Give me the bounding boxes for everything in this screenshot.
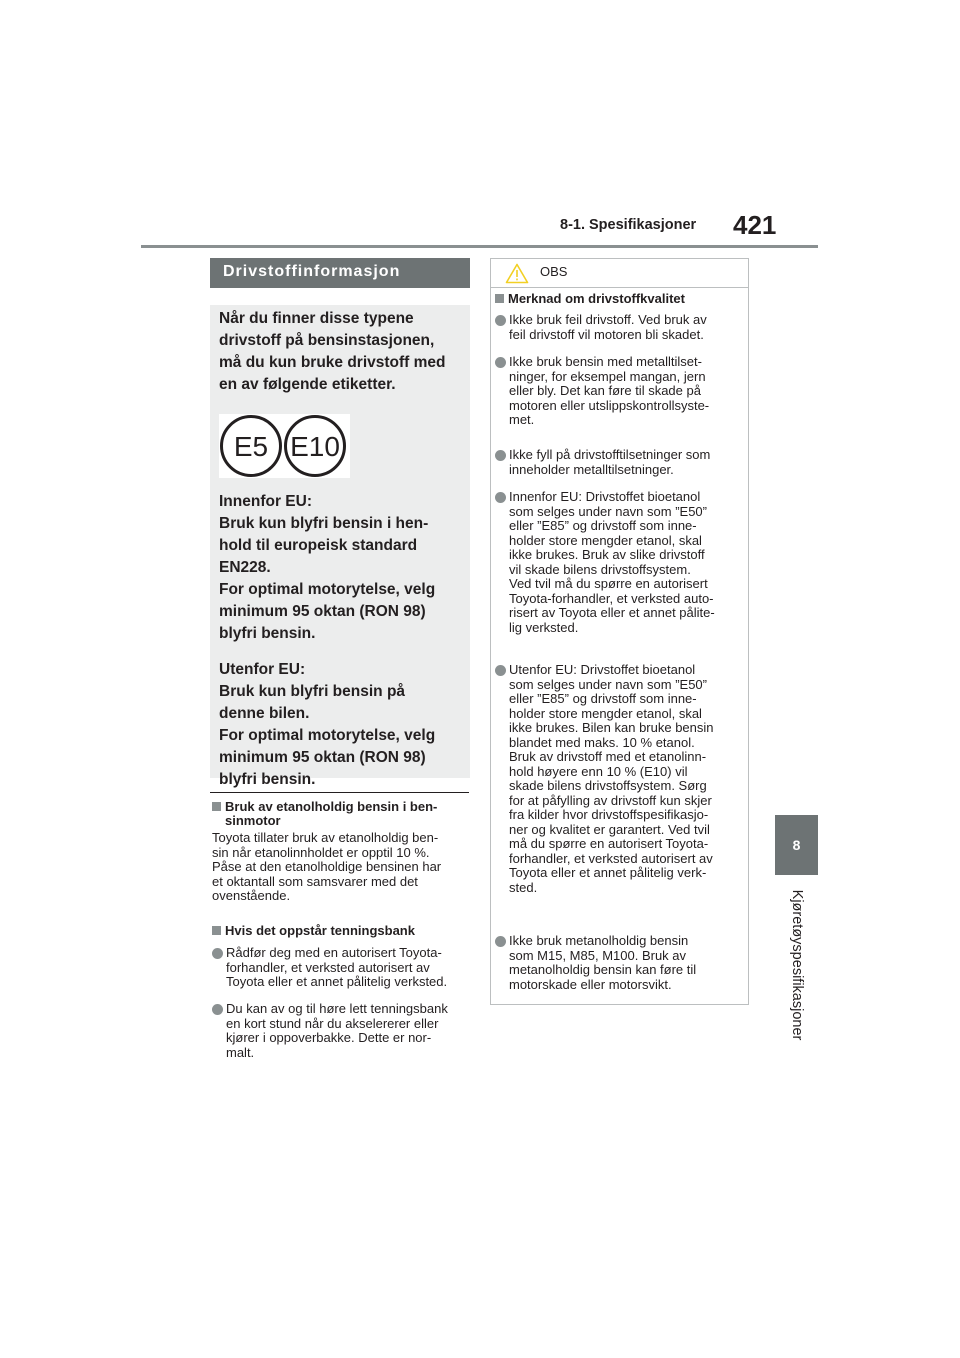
badge-e5: E5	[233, 431, 269, 462]
list-item-line: motoren eller utslippskontrollsyste-	[509, 397, 710, 413]
list-item	[495, 934, 747, 992]
list-item-line: kjører i oppoverbakke. Dette er nor-	[226, 1030, 432, 1045]
ethanol-heading-line: sinmotor	[225, 813, 281, 828]
list-item	[495, 448, 747, 477]
fuel-intro-line: Når du finner disse typene	[219, 310, 414, 327]
chapter-tab[interactable]	[775, 815, 818, 875]
bullet-dot-icon	[495, 357, 506, 368]
list-item-line: Ikke fyll på drivstofftilsetninger som	[509, 447, 711, 462]
list-item-line: Toyota-forhandler, et verksted auto-	[509, 590, 714, 606]
list-item-line: Ikke bruk bensin med metalltilset-	[509, 354, 702, 369]
eu-line: For optimal motorytelse, velg	[219, 581, 436, 598]
knock-heading-text: Hvis det oppstår tenningsbank	[225, 923, 415, 938]
ethanol-body-line: sin når etanolinnholdet er opptil 10 %.	[212, 844, 430, 860]
page-number: 421	[733, 210, 777, 240]
knock-heading	[212, 924, 415, 938]
list-item-line: risert av Toyota eller et annet pålite-	[509, 605, 715, 620]
list-item-line: Du kan av og til høre lett tenningsbank	[226, 1001, 448, 1016]
ethanol-heading-line: Bruk av etanolholdig bensin i ben-	[225, 799, 438, 814]
list-item-line: vil skade bilens drivstoffsystem.	[509, 561, 691, 577]
list-item-line: malt.	[226, 1044, 255, 1060]
eu-block	[219, 491, 460, 645]
ethanol-body-line: ovenstående.	[212, 888, 291, 903]
ethanol-heading	[212, 800, 472, 828]
list-item-line: inneholder metalltilsetninger.	[509, 461, 674, 477]
list-item-line: eller ”E85” og drivstoff som inne-	[509, 518, 697, 533]
list-item-line: Bruk av drivstoff med et etanolinn-	[509, 749, 707, 764]
list-item	[495, 355, 747, 428]
bullet-dot-icon	[495, 315, 506, 326]
non-eu-block	[219, 659, 460, 791]
list-item-line: eller ”E85” og drivstoff som inne-	[509, 691, 697, 706]
fuel-intro	[219, 308, 460, 396]
ethanol-body-line: Toyota tillater bruk av etanolholdig ben-	[212, 830, 439, 845]
list-item-line: ikke brukes. Bilen kan bruke bensin	[509, 720, 714, 735]
fuel-label-badges	[219, 414, 350, 478]
eu-line: minimum 95 oktan (RON 98)	[219, 603, 426, 620]
ethanol-body	[212, 831, 474, 904]
bullet-dot-icon	[495, 450, 506, 461]
list-item-line: metanolholdig bensin kan føre til	[509, 962, 697, 977]
list-item-line: forhandler, et verksted autorisert av	[509, 850, 713, 866]
warning-icon	[505, 263, 529, 284]
list-item-line: som selges under navn som ”E50”	[509, 503, 707, 519]
list-item	[212, 946, 474, 990]
obs-label: OBS	[540, 264, 568, 279]
obs-heading	[495, 292, 685, 306]
non-eu-line: blyfri bensin.	[219, 771, 316, 788]
non-eu-line: For optimal motorytelse, velg	[219, 727, 436, 744]
list-item-line: skade bilens drivstoffsystem. Sørg	[509, 778, 707, 793]
obs-heading-text: Merknad om drivstoffkvalitet	[508, 291, 685, 306]
list-item-line: Toyota eller et annet pålitelig verk-	[509, 865, 707, 880]
bullet-dot-icon	[495, 936, 506, 947]
square-bullet-icon	[212, 926, 221, 935]
list-item-line: ninger, for eksempel mangan, jern	[509, 368, 706, 384]
non-eu-line: denne bilen.	[219, 705, 310, 722]
eu-line: EN228.	[219, 559, 271, 576]
chapter-number: 8	[792, 837, 801, 853]
list-item-line: blandet med maks. 10 % etanol.	[509, 734, 695, 750]
list-item	[212, 1002, 474, 1060]
list-item-line: eller bly. Det kan føre til skade på	[509, 383, 701, 398]
chapter-label	[757, 880, 837, 1050]
list-item-line: som selges under navn som ”E50”	[509, 676, 707, 692]
list-item-line: sted.	[509, 879, 538, 895]
list-item-line: Utenfor EU: Drivstoffet bioetanol	[509, 662, 696, 677]
bullet-dot-icon	[495, 665, 506, 676]
list-item	[495, 313, 747, 342]
fuel-info-heading: Drivstoffinformasjon	[210, 258, 470, 288]
eu-line: Innenfor EU:	[219, 493, 312, 510]
fuel-intro-line: må du kun bruke drivstoff med	[219, 354, 446, 371]
list-item	[495, 663, 747, 895]
ethanol-body-line: Påse at den etanolholdige bensinen har	[212, 859, 442, 874]
list-item-line: ner og kvalitet er garantert. Ved tvil	[509, 821, 710, 837]
list-item-line: Toyota eller et annet pålitelig verksted.	[226, 974, 448, 989]
list-item-line: ikke brukes. Bruk av slike drivstoff	[509, 547, 705, 562]
bullet-dot-icon	[495, 492, 506, 503]
list-item-line: Ikke bruk feil drivstoff. Ved bruk av	[509, 312, 707, 327]
square-bullet-icon	[212, 802, 221, 811]
list-item	[495, 490, 747, 635]
list-item-line: må du spørre en autorisert Toyota-	[509, 836, 709, 851]
bullet-dot-icon	[212, 948, 223, 959]
section-divider	[210, 792, 469, 793]
eu-line: Bruk kun blyfri bensin i hen-	[219, 515, 429, 532]
fuel-label-graphic	[219, 414, 350, 478]
list-item-line: for at påfylling av drivstoff kun skjer	[509, 792, 712, 808]
square-bullet-icon	[495, 294, 504, 303]
list-item-line: Ikke bruk metanolholdig bensin	[509, 933, 689, 948]
badge-e10: E10	[290, 431, 340, 462]
fuel-intro-line: drivstoff på bensinstasjonen,	[219, 332, 435, 349]
chapter-label-text: Kjøretøyspesifikasjoner	[789, 889, 805, 1041]
eu-line: blyfri bensin.	[219, 625, 316, 642]
list-item-line: en kort stund når du akselererer eller	[226, 1015, 439, 1031]
non-eu-line: minimum 95 oktan (RON 98)	[219, 749, 426, 766]
list-item-line: met.	[509, 412, 535, 427]
list-item-line: motorskade eller motorsvikt.	[509, 976, 672, 992]
list-item-line: fra kilder hvor drivstoffspesifikasjo-	[509, 807, 709, 822]
bullet-dot-icon	[212, 1004, 223, 1015]
list-item-line: som M15, M85, M100. Bruk av	[509, 947, 687, 963]
list-item-line: Innenfor EU: Drivstoffet bioetanol	[509, 489, 701, 504]
list-item-line: lig verksted.	[509, 619, 579, 635]
fuel-info-box	[210, 305, 470, 788]
header-rule	[141, 245, 818, 248]
list-item-line: holder store mengder etanol, skal	[509, 705, 702, 721]
ethanol-body-line: et oktantall som samsvarer med det	[212, 873, 418, 889]
non-eu-line: Utenfor EU:	[219, 661, 306, 678]
fuel-intro-line: en av følgende etiketter.	[219, 376, 396, 393]
list-item-line: forhandler, et verksted autorisert av	[226, 959, 430, 975]
list-item-line: hold høyere enn 10 % (E10) vil	[509, 763, 688, 779]
list-item-line: Ved tvil må du spørre en autorisert	[509, 576, 708, 591]
section-title: 8-1. Spesifikasjoner	[560, 217, 697, 233]
non-eu-line: Bruk kun blyfri bensin på	[219, 683, 406, 700]
list-item-line: holder store mengder etanol, skal	[509, 532, 702, 548]
list-item-line: feil drivstoff vil motoren bli skadet.	[509, 326, 704, 342]
list-item-line: Rådfør deg med en autorisert Toyota-	[226, 945, 442, 960]
eu-line: hold til europeisk standard	[219, 537, 418, 554]
